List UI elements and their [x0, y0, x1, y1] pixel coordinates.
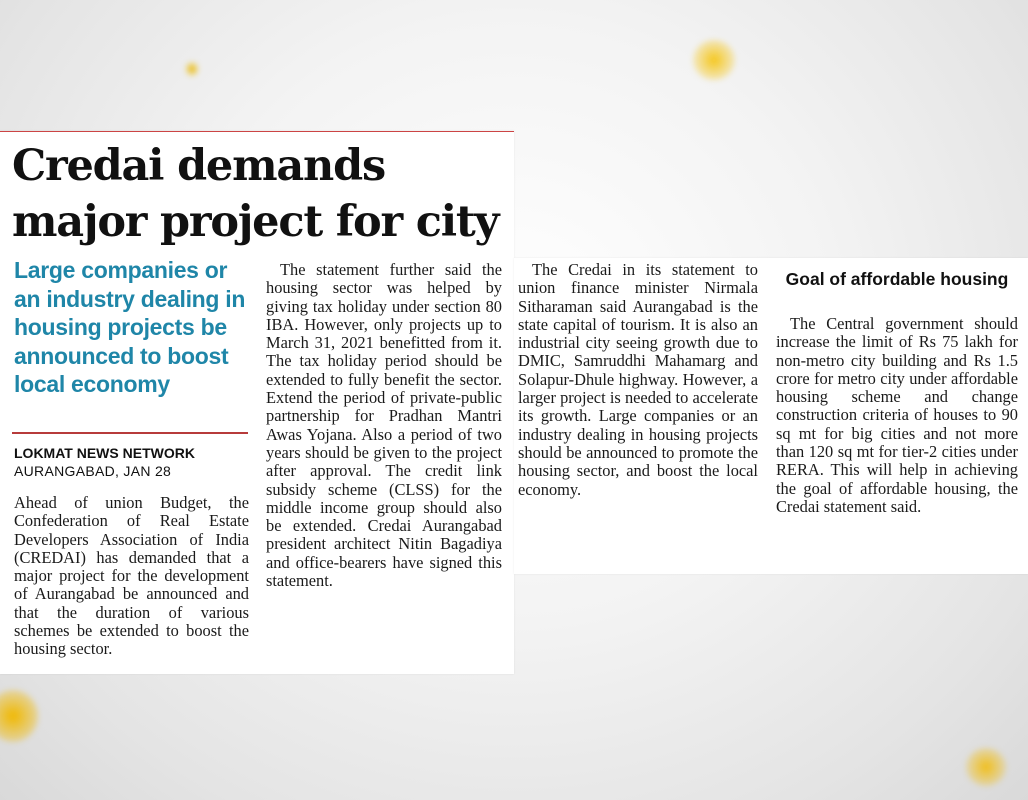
bokeh-dot [966, 748, 1006, 786]
news-clipping-left [0, 131, 514, 674]
byline [14, 444, 250, 480]
headline: Credai demands major project for city [12, 141, 499, 247]
bokeh-dot [0, 690, 38, 742]
bokeh-dot [186, 62, 198, 76]
news-clipping-right [514, 258, 1028, 574]
kicker-deck: Large companies or an industry dealing in housing projects be announced to boost local economy [14, 257, 246, 398]
byline-network: LOKMAT NEWS NETWORK [14, 445, 195, 461]
article-column-3: The Credai in its statement to union finance minister Nirmala Sitharaman said Aurangabad is the state capital of tourism. It is also an industrial city seeing growth due to DMIC, Samruddhi Mahamarg and Solapur-Dhule highway. However, a larger project is needed to accelerate its growth. Large companies or an industry dealing in housing projects should be announced to promote the housing sector, and boost the local economy. [518, 260, 758, 499]
subheading: Goal of affordable housing [785, 269, 1009, 289]
bokeh-dot [693, 40, 735, 80]
article-column-1: Ahead of union Budget, the Confederation of Real Estate Developers Association of India (CREDAI) has demanded that a major project for the development of Aurangabad be announced and that the duration of various schemes be extended to boost the housing sector. [14, 493, 249, 659]
byline-dateline: AURANGABAD, JAN 28 [14, 463, 172, 479]
divider-rule [12, 432, 248, 434]
article-column-4: The Central government should increase the limit of Rs 75 lakh for non-metro city building and Rs 1.5 crore for metro city under affordable housing scheme and change construction criteria of houses to 90 sq mt for big cities and not more than 120 sq mt for tier-2 cities under RERA. This will help in achieving the goal of affordable housing, the Credai statement said. [776, 314, 1018, 516]
article-column-2: The statement further said the housing sector was helped by giving tax holiday under section 80 IBA. However, only projects up to March 31, 2021 benefitted from it. The tax holiday period should be extended to fully benefit the sector. Extend the period of private-public partnership for Pradhan Mantri Awas Yojana. Also a period of two years should be given to the project after approval. The credit link subsidy scheme (CLSS) for the middle income group should also be extended. Credai Aurangabad president architect Nitin Bagadiya and office-bearers have signed this statement. [266, 260, 502, 591]
